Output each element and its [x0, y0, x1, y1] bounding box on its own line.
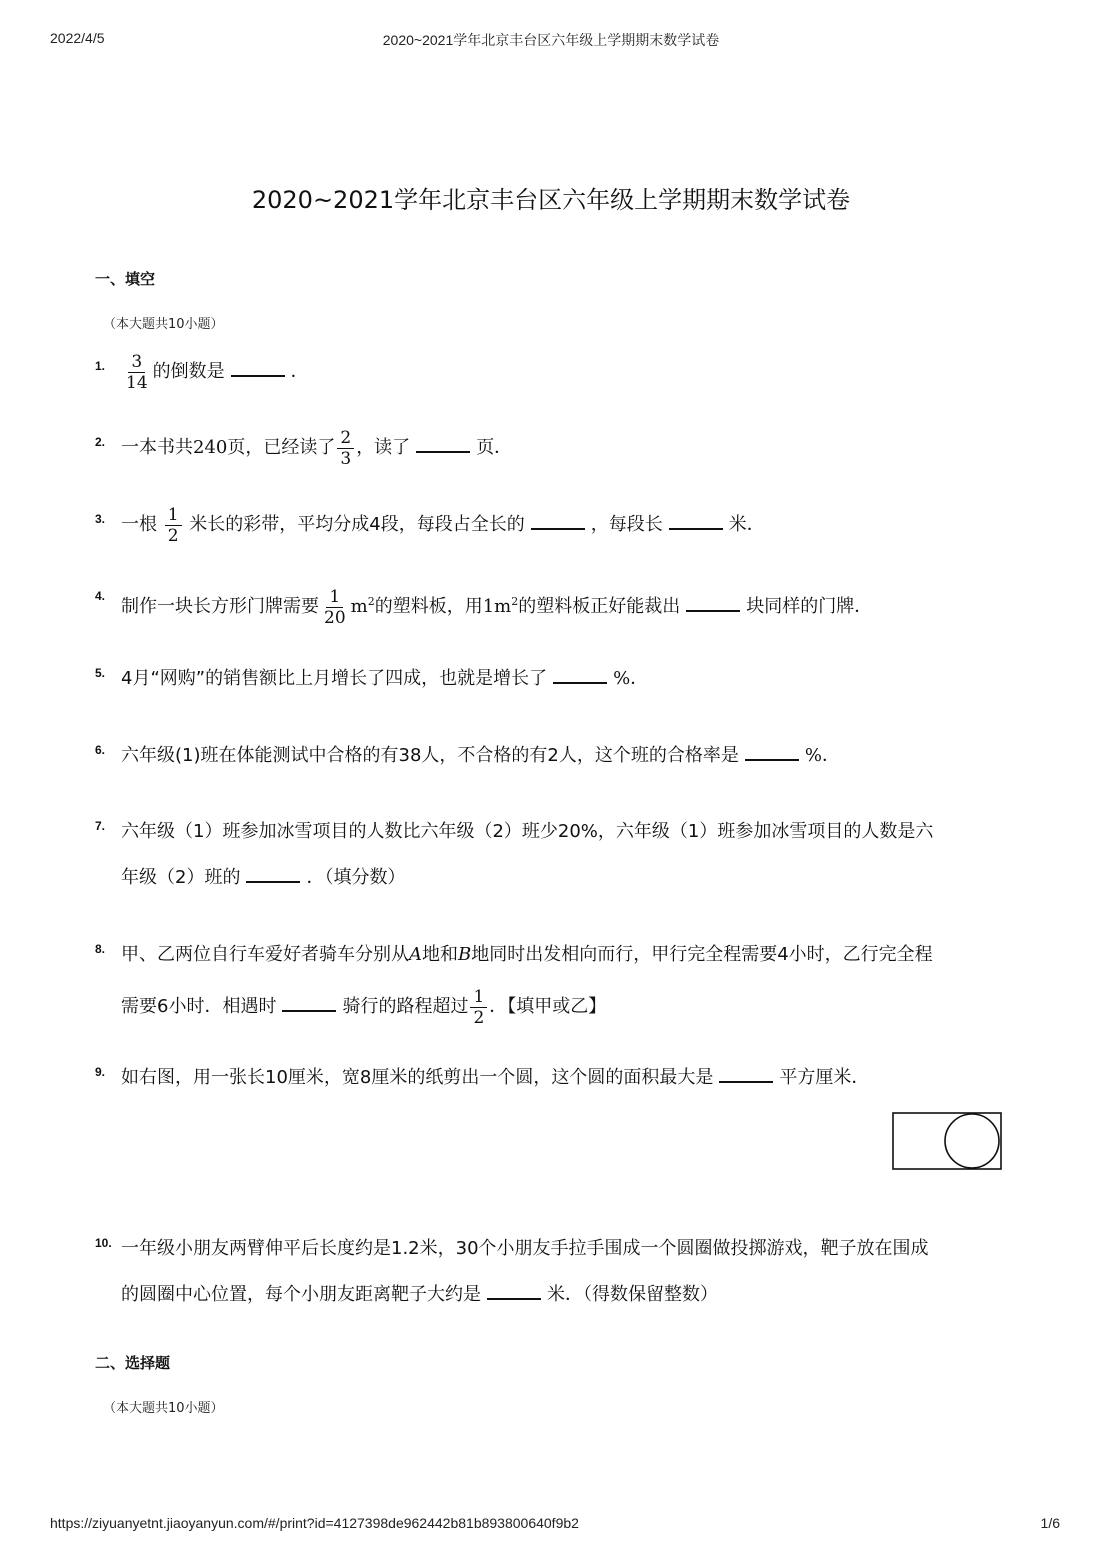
header-date: 2022/4/5	[50, 30, 105, 46]
answer-blank[interactable]	[487, 1280, 541, 1300]
answer-blank[interactable]	[719, 1063, 773, 1083]
question-10: 10. 一年级小朋友两臂伸平后长度约是1.2米，30个小朋友手拉手围成一个圆圈做投掷游戏，靶子放在围成 的圆圈中心位置，每个小朋友距离靶子大约是 米．（得数保留整数）	[95, 1226, 1015, 1318]
question-number: 6.	[95, 743, 106, 757]
fraction: $\frac{1}{2}$	[165, 505, 182, 546]
question-number: 7.	[95, 819, 106, 833]
answer-blank[interactable]	[231, 357, 285, 377]
rectangle-circle-figure	[892, 1112, 1002, 1170]
answer-blank[interactable]	[416, 433, 470, 453]
section-note: （本大题共10小题）	[103, 1401, 224, 1416]
question-number: 3.	[95, 512, 106, 526]
question-7: 7. 六年级（1）班参加冰雪项目的人数比六年级（2）班少20%，六年级（1）班参加冰雪项目的人数是六 年级（2）班的 ．（填分数）	[95, 809, 1015, 901]
question-2: 2. 一本书共240页，已经读了 $\frac{2}{3}$ ，读了 页．	[95, 425, 1015, 471]
question-number: 1.	[95, 359, 106, 373]
question-5: 5. 4月“网购”的销售额比上月增长了四成，也就是增长了 %．	[95, 656, 1015, 702]
question-1: 1. $\frac{3}{14}$ 的倒数是 ．	[95, 349, 1015, 395]
footer-page-number: 1/6	[1040, 1515, 1060, 1531]
question-6: 6. 六年级(1)班在体能测试中合格的有38人，不合格的有2人，这个班的合格率是 %．	[95, 733, 1015, 779]
cut-circle	[945, 1114, 999, 1168]
section-heading-fill-in: 一、填空	[95, 270, 156, 288]
answer-blank[interactable]	[669, 510, 723, 530]
question-9: 9. 如右图，用一张长10厘米，宽8厘米的纸剪出一个圆，这个圆的面积最大是 平方厘米．	[95, 1055, 1015, 1101]
answer-blank[interactable]	[553, 664, 607, 684]
question-4: 4. 制作一块长方形门牌需要 $\frac{1}{20}$ $m^2$的塑料板，用$1m^2$的塑料板正好能裁出 块同样的门牌．	[95, 579, 1015, 630]
question-number: 5.	[95, 666, 106, 680]
page-title: 2020~2021学年北京丰台区六年级上学期期末数学试卷	[251, 186, 851, 214]
question-number: 4.	[95, 589, 106, 603]
section-heading-multiple-choice: 二、选择题	[95, 1354, 171, 1372]
footer-url[interactable]: https://ziyuanyetnt.jiaoyanyun.com/#/print?id=4127398de962442b81b893800640f9b2	[50, 1515, 579, 1531]
header-doc-title: 2020~2021学年北京丰台区六年级上学期期末数学试卷	[382, 32, 720, 48]
fraction: $\frac{1}{2}$	[470, 987, 487, 1028]
question-number: 2.	[95, 435, 106, 449]
question-number: 9.	[95, 1065, 106, 1079]
section-note: （本大题共10小题）	[103, 317, 224, 332]
answer-blank[interactable]	[745, 741, 799, 761]
paper-rectangle	[893, 1113, 1001, 1169]
question-number: 10.	[95, 1236, 112, 1250]
fraction: $\frac{2}{3}$	[337, 428, 354, 469]
answer-blank[interactable]	[531, 510, 585, 530]
question-number: 8.	[95, 942, 106, 956]
answer-blank[interactable]	[246, 863, 300, 883]
answer-blank[interactable]	[282, 992, 336, 1012]
fraction: $\frac{3}{14}$	[126, 351, 148, 393]
answer-blank[interactable]	[686, 592, 740, 612]
question-3: 3. 一根 $\frac{1}{2}$ 米长的彩带，平均分成4段，每段占全长的 ，每段长 米．	[95, 502, 1015, 548]
question-8: 8. 甲、乙两位自行车爱好者骑车分别从A地和B地同时出发相向而行，甲行完全程需要4小时，乙行完全程 需要6小时．相遇时 骑行的路程超过 $\frac{1}{2}$ ．【填甲或乙】	[95, 932, 1015, 1030]
fraction: $\frac{1}{20}$	[324, 586, 346, 628]
